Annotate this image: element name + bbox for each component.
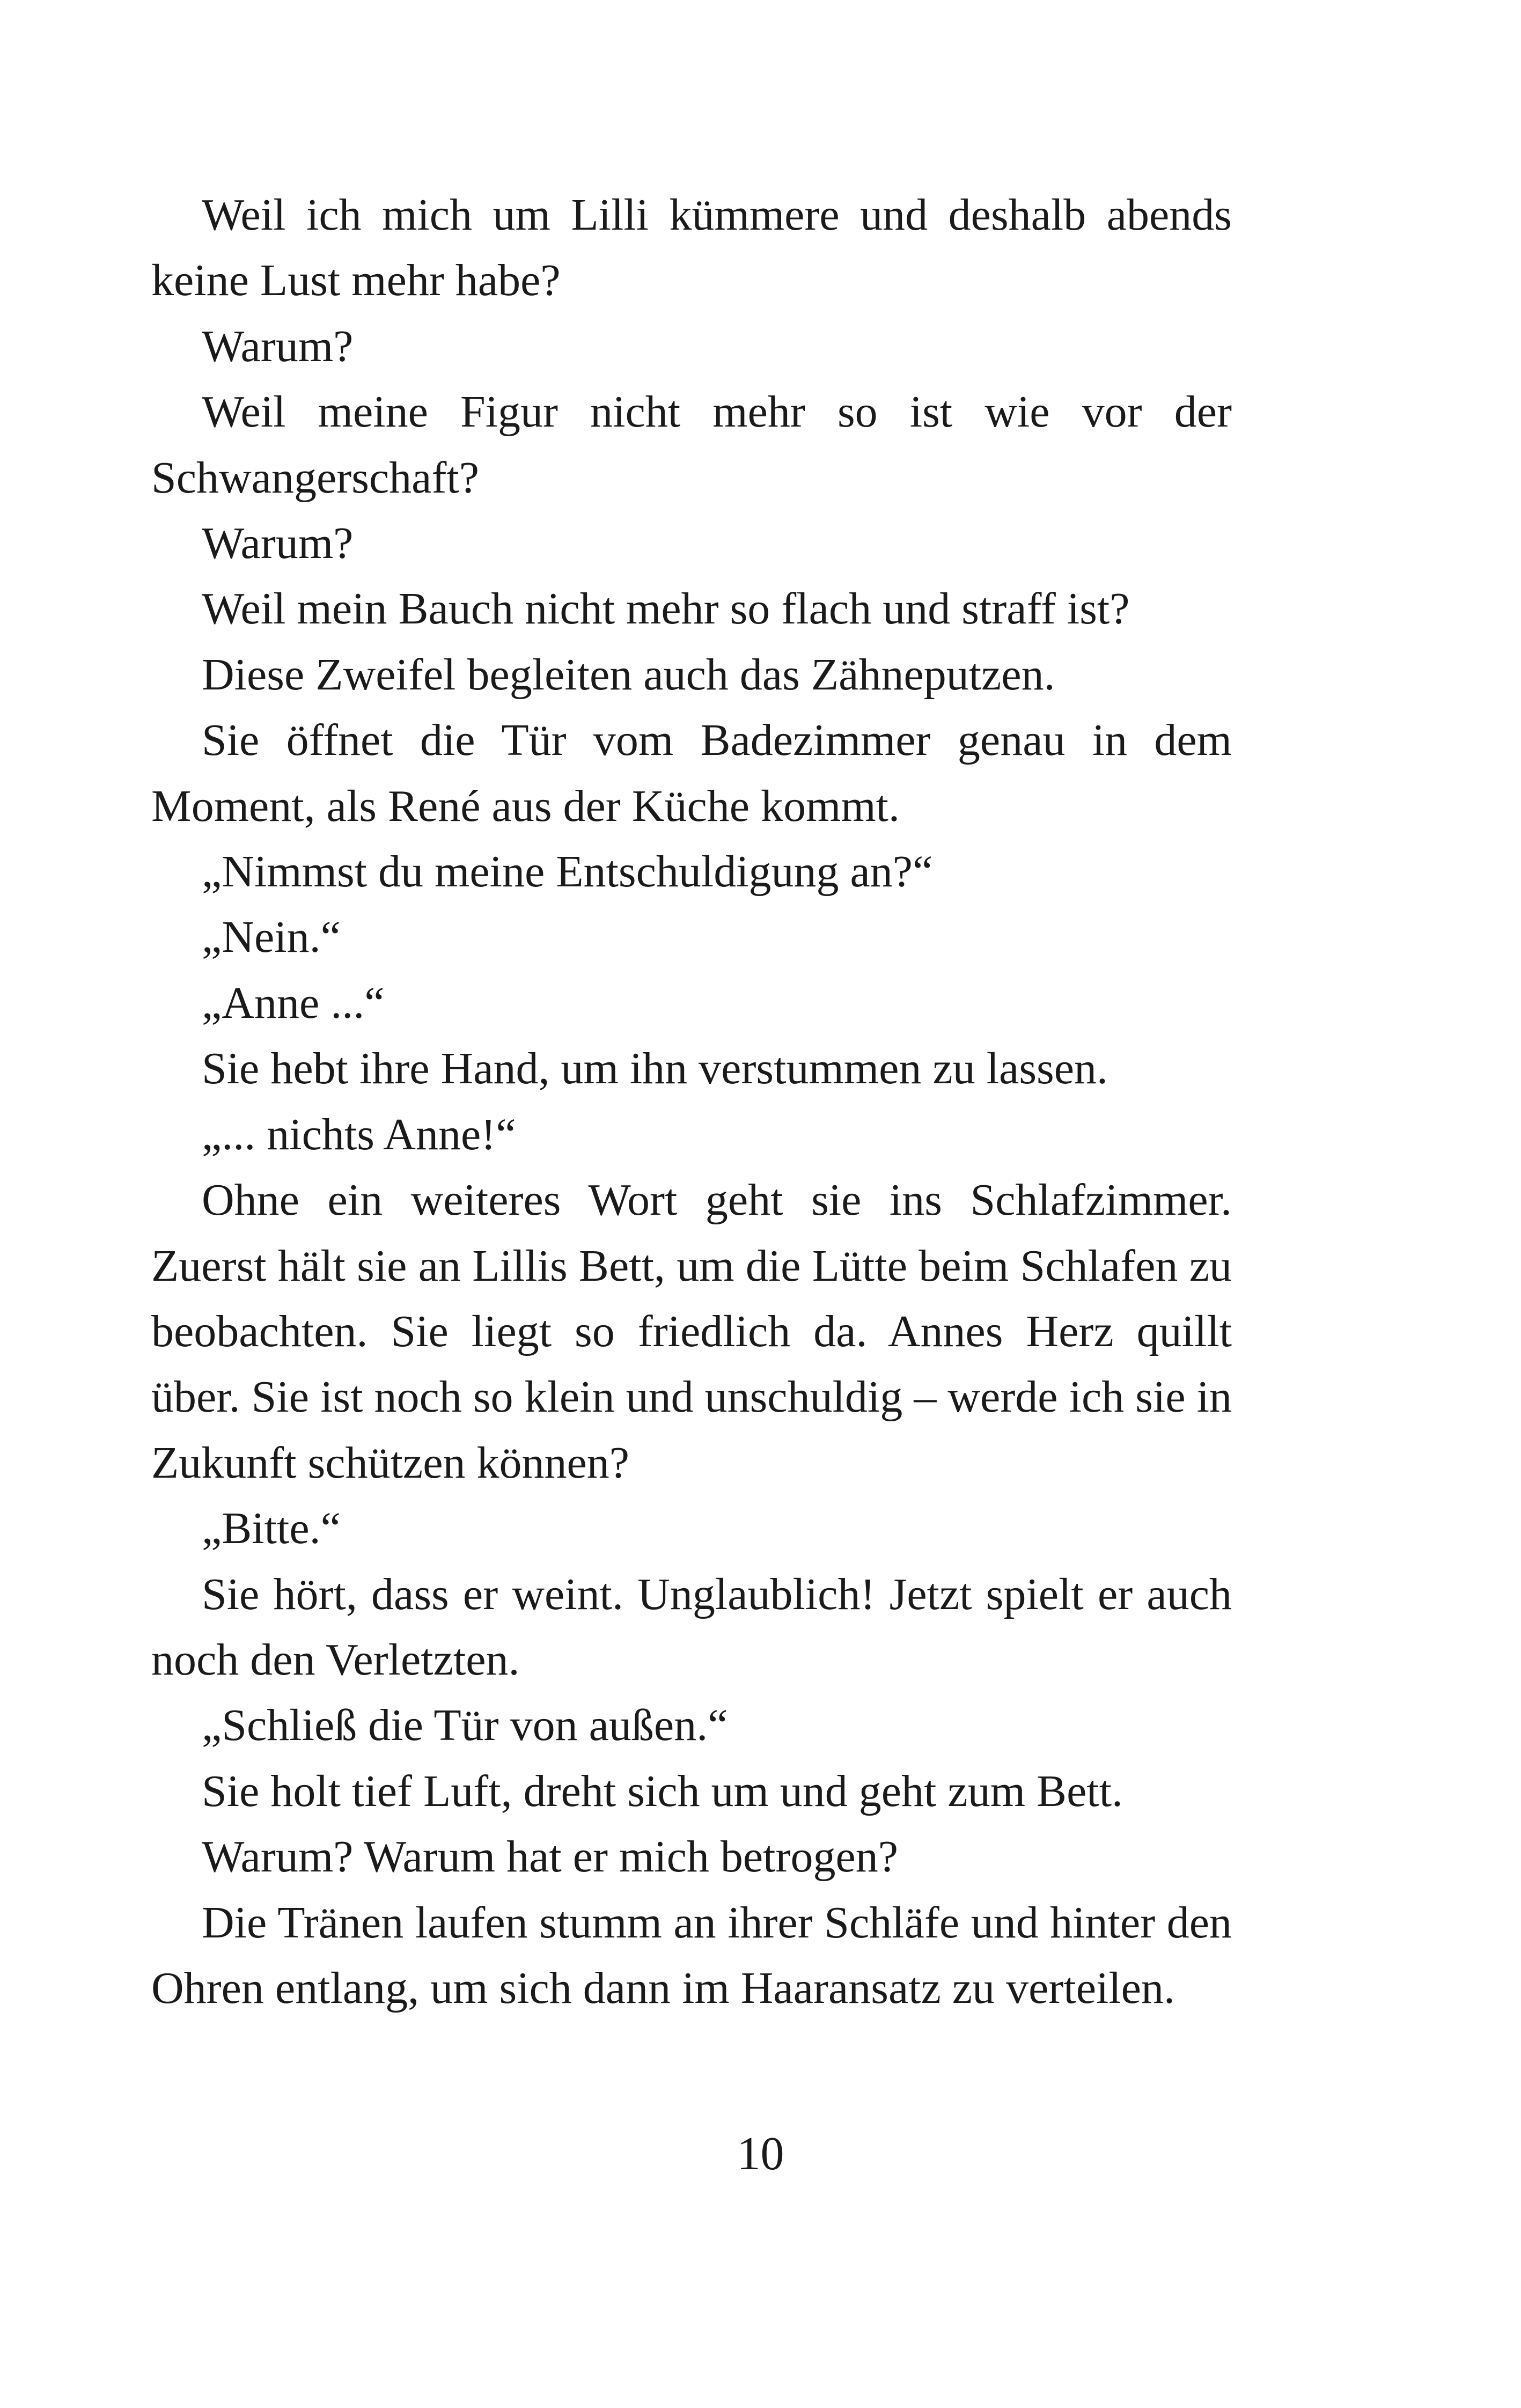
page-number: 10 xyxy=(737,2128,784,2180)
paragraph: Diese Zweifel begleiten auch das Zähneputzen. xyxy=(202,649,1055,700)
paragraph: Warum? xyxy=(202,321,354,371)
paragraph: „... nichts Anne!“ xyxy=(202,1109,516,1159)
book-page-body xyxy=(151,182,1232,2021)
paragraph: Sie holt tief Luft, dreht sich um und geht zum Bett. xyxy=(202,1766,1123,1816)
paragraph: Weil ich mich um Lilli kümmere und deshalb abends keine Lust mehr habe? xyxy=(151,190,1232,306)
paragraph: „Bitte.“ xyxy=(202,1503,341,1554)
paragraph: „Nein.“ xyxy=(202,912,341,963)
paragraph: Sie öffnet die Tür vom Badezimmer genau in dem Moment, als René aus der Küche kommt. xyxy=(151,715,1232,831)
paragraph: „Schließ die Tür von außen.“ xyxy=(202,1700,728,1751)
paragraph: Warum? xyxy=(202,518,354,569)
paragraph: „Anne ...“ xyxy=(202,978,385,1028)
paragraph: Ohne ein weiteres Wort geht sie ins Schlafzimmer. Zuerst hält sie an Lillis Bett, um die Lütte beim Schlafen zu beobachten. Sie liegt so friedlich da. Annes Herz quillt über. Sie ist noch so klein und unschuldig – werde ich sie in Zukunft schützen können? xyxy=(151,1175,1232,1488)
paragraph: „Nimmst du meine Entschuldigung an?“ xyxy=(202,847,933,897)
paragraph: Sie hört, dass er weint. Unglaublich! Jetzt spielt er auch noch den Verletzten. xyxy=(151,1569,1232,1685)
paragraph: Die Tränen laufen stumm an ihrer Schläfe und hinter den Ohren entlang, um sich dann im Haaransatz zu verteilen. xyxy=(151,1897,1232,2013)
paragraph: Sie hebt ihre Hand, um ihn verstummen zu lassen. xyxy=(202,1044,1108,1094)
paragraph: Warum? Warum hat er mich betrogen? xyxy=(202,1832,899,1882)
paragraph: Weil meine Figur nicht mehr so ist wie vor der Schwangerschaft? xyxy=(151,387,1232,503)
paragraph: Weil mein Bauch nicht mehr so flach und straff ist? xyxy=(202,584,1130,634)
